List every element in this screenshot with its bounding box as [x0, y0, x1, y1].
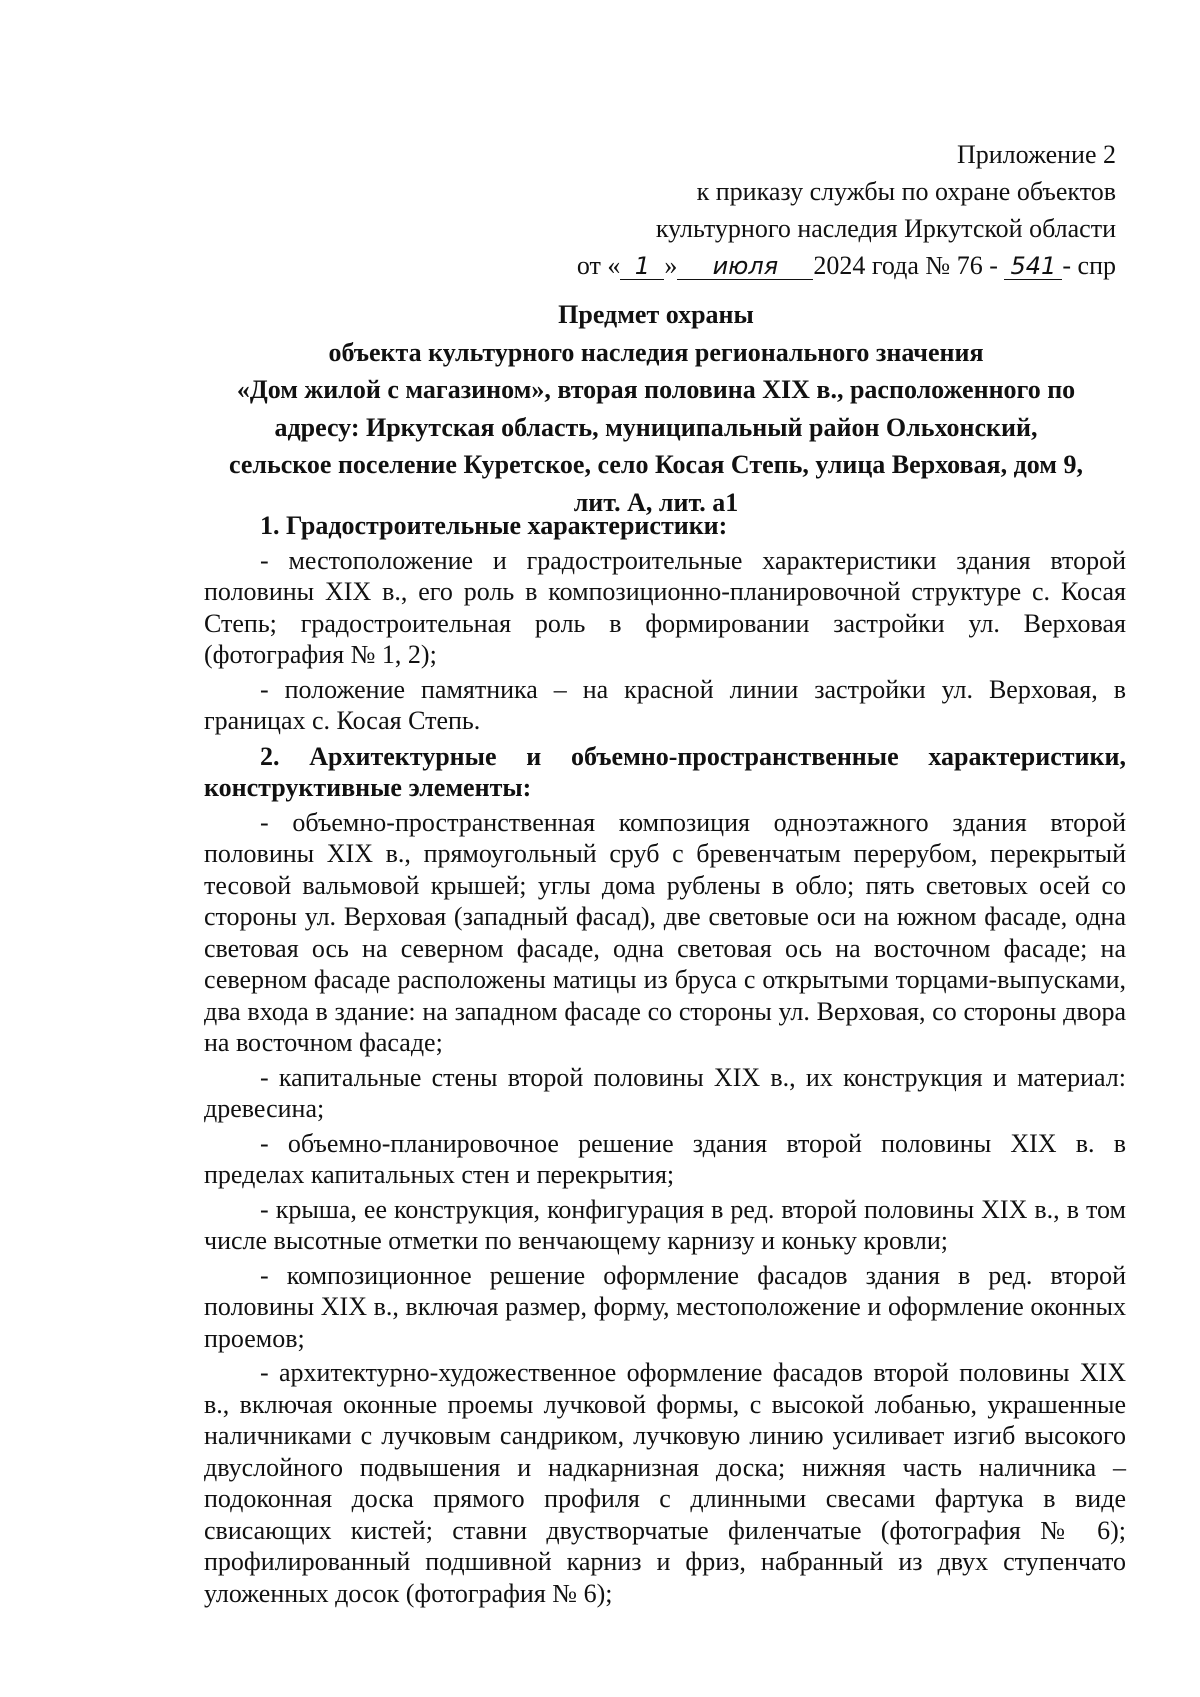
title-line-6: лит. А, лит. а1: [573, 487, 739, 517]
section-2-paragraph-6: - архитектурно-художественное оформление фасадов второй половины XIX в., включая оконные проемы лучковой формы, с высокой лобанью, украшенные наличниками с лучковым сандриком, лучковую линию усиливает изгиб высокого двуслойного подвышения и надкарнизная доска; нижняя часть наличника – подоконная доска прямого профиля с длинными свесами фартука в виде свисающих кистей; ставни двустворчатые филенчатые (фотография № 6); профилированный подшивной карниз и фриз, набранный из двух ступенчато уложенных досок (фотография № 6);: [204, 1358, 1126, 1608]
appendix-label: Приложение 2: [956, 140, 1116, 169]
issuing-authority: культурного наследия Иркутской области: [655, 214, 1116, 243]
section-1-heading: 1. Градостроительные характеристики:: [260, 511, 728, 540]
section-2-paragraph-5: - композиционное решение оформление фасадов здания в ред. второй половины XIX в., включая размер, форму, местоположение и оформление оконных проемов;: [204, 1260, 1126, 1353]
title-line-5: сельское поселение Куретское, село Косая Степь, улица Верховая, дом 9,: [229, 450, 1083, 479]
section-2-paragraph-4: - крыша, ее конструкция, конфигурация в ред. второй половины XIX в., в том числе высотные отметки по венчающему карнизу и коньку кровли;: [204, 1194, 1126, 1255]
section-2-paragraph-1: - объемно-пространственная композиция одноэтажного здания второй половины XIX в., прямоугольный сруб с бревенчатым перерубом, перекрытый тесовой вальмовой крышей; углы дома рублены в обло; пять световых осей со стороны ул. Верховая (западный фасад), две световые оси на южном фасаде, одна световая ось на северном фасаде, одна световая ось на восточном фасаде; на северном фасаде расположены матицы из бруса с открытыми торцами-выпусками, два входа в здание: на западном фасаде со стороны ул. Верховая, со стороны двора на восточном фасаде;: [204, 807, 1126, 1057]
handwritten-day: 1: [620, 253, 664, 280]
section-2-paragraph-2: - капитальные стены второй половины XIX в., их конструкция и материал: древесина;: [204, 1062, 1126, 1123]
section-1-paragraph-2: - положение памятника – на красной линии застройки ул. Верховая, в границах с. Косая Степь.: [204, 674, 1126, 735]
section-2-paragraph-3: - объемно-планировочное решение здания второй половины XIX в. в пределах капитальных стен и перекрытия;: [204, 1128, 1126, 1189]
order-reference: к приказу службы по охране объектов: [696, 177, 1116, 206]
date-prefix: от «: [576, 251, 621, 280]
document-body: [204, 510, 1126, 1612]
title-line-4: адресу: Иркутская область, муниципальный район Ольхонский,: [274, 412, 1038, 442]
section-2-heading: 2. Архитектурные и объемно-пространственные характеристики, конструктивные элементы:: [204, 741, 1126, 802]
number-suffix: - спр: [1062, 251, 1116, 280]
title-line-2: объекта культурного наследия регионального значения: [328, 337, 984, 367]
date-mid: »: [664, 251, 678, 280]
date-year: 2024 года № 76 -: [813, 251, 998, 280]
handwritten-number: 541: [1004, 253, 1062, 280]
order-date-line: [496, 247, 1116, 284]
handwritten-month: июля: [677, 253, 813, 280]
title-line-1: Предмет охраны: [558, 300, 754, 329]
section-1-paragraph-1: - местоположение и градостроительные характеристики здания второй половины XIX в., его роль в композиционно-планировочной структуре с. Косая Степь; градостроительная роль в формировании застройки ул. Верховая (фотография № 1, 2);: [204, 545, 1126, 669]
document-title: [186, 296, 1126, 521]
title-line-3: «Дом жилой с магазином», вторая половина XIX в., расположенного по: [236, 375, 1076, 404]
appendix-header: [496, 136, 1116, 284]
